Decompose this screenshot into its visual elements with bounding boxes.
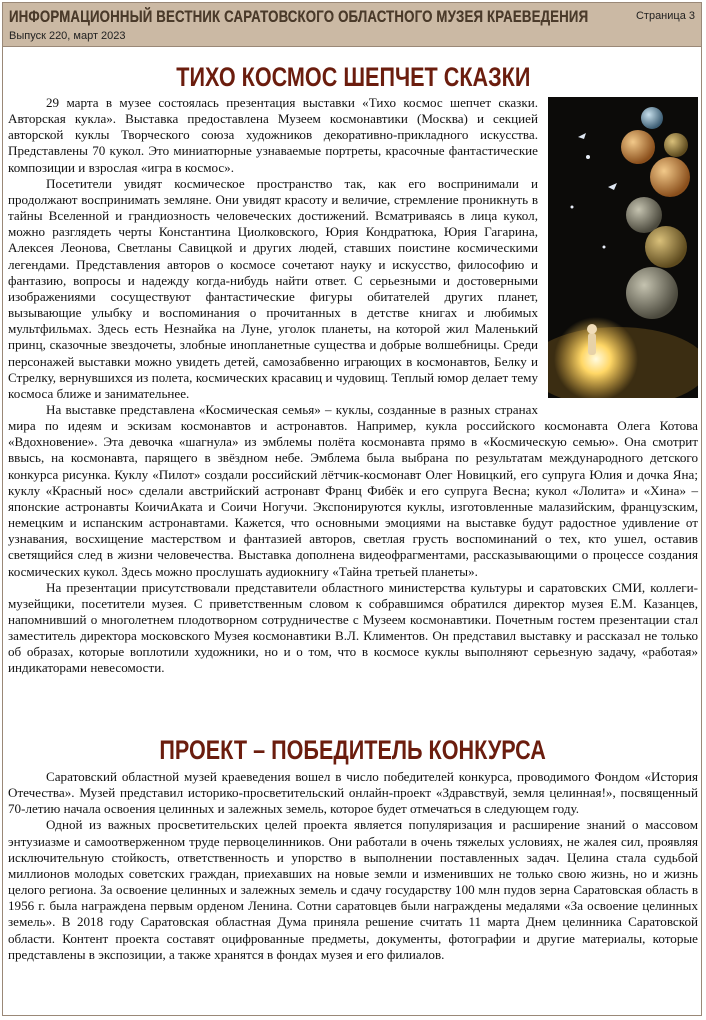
issue-number: Выпуск 220, март 2023 — [9, 30, 126, 42]
newsletter-title: ИНФОРМАЦИОННЫЙ ВЕСТНИК САРАТОВСКОГО ОБЛАСТНОГО МУЗЕЯ КРАЕВЕДЕНИЯ — [9, 7, 589, 26]
article-headline-text: ПРОЕКТ – ПОБЕДИТЕЛЬ КОНКУРСА — [159, 735, 547, 765]
brown-planet-icon — [650, 157, 690, 197]
article-body — [8, 769, 698, 963]
article-paragraph: Саратовский областной музей краеведения вошел в число победителей конкурса, проводимого Фондом «История Отечества». Музей представил историко-просветительский онлайн-проект «Здравствуй, земля целинная!», посвященный 70-летию начала освоения целинных и залежных земель, которое будет отмечаться в следующем году. — [8, 769, 698, 817]
article-paragraph: 29 марта в музее состоялась презентация выставки «Тихо космос шепчет сказки. Авторская кукла». Выставка предоставлена Музеем космонавтики (Москва) и секцией авторской куклы Творческого союза художников декоративно-прикладного искусства. Представлены 70 кукол. Это миниатюрные узнаваемые портреты, красочные фантастические композиции и взрослая «игра в космос». — [8, 95, 538, 175]
orange-planet-icon — [621, 130, 655, 164]
star-icon — [571, 206, 574, 209]
grey-planet-icon — [626, 197, 662, 233]
article-body — [8, 95, 698, 677]
article-headline — [0, 735, 706, 766]
doll-figure-icon — [588, 333, 596, 355]
planets-dolls-illustration — [548, 97, 698, 398]
green-planet-icon — [645, 226, 687, 268]
small-planet-icon — [641, 107, 663, 129]
star-icon — [603, 246, 606, 249]
gold-planet-icon — [664, 133, 688, 157]
article-headline — [0, 62, 706, 93]
large-moon-icon — [626, 267, 678, 319]
article-paragraph: Посетители увидят космическое пространство так, как его воспринимали и продолжают воспринимать земляне. Они увидят красоту и величие, стремление проникнуть в тайны Вселенной и грандиозность человеческих достижений. Всматриваясь в лица кукол, можно разглядеть черты Константина Циолковского, Юрия Кондратюка, Юрия Гагарина, Алексея Леонова, Светланы Савицкой и других людей, ставших поистине космическими легендами. Представления авторов о космосе сочетают науку и искусство, философию и фантазию, вопросы и надежду когда-нибудь найти ответ. С серьезными и достоверными изображениями сосуществуют фантастические фигуры обитателей других планет, вызывающие улыбку и воспоминания о прочитанных в детстве книгах и любимых мультфильмах. Здесь есть Незнайка на Луне, уголок планеты, на которой жил Маленький принц, сказочные звездочеты, злобные инопланетные существа и добрые волшебницы. Среди персонажей выставки можно увидеть детей, самозабвенно играющих в космонавтов, Белку и Стрелку, вернувшихся из полета, космических красавиц и чудовищ. Теплый юмор делает тему космоса ближе и занимательнее. — [8, 175, 538, 401]
article-paragraph: Одной из важных просветительских целей проекта является популяризация и расширение знаний о массовом энтузиазме и самоотверженном труде первоцелинников. Они работали в очень тяжелых условиях, не жалея сил, проявляя исключительную стойкость, ответственность и упорство в выполнении поставленных задач. Целина стала судьбой миллионов молодых советских граждан, приехавших на новые земли и изменивших не только свою жизнь, но и жизнь целого региона. За освоение целинных и залежных земель и сдачу государству 100 млн пудов зерна Саратовская область в 1956 г. была награждена первым орденом Ленина. Сотни саратовцев были награждены медалями «За освоение целинных земель». В 2018 году Саратовская областная Дума приняла решение считать 11 марта Днем целинника Саратовской области. Контент проекта составят оцифрованные предметы, документы, фотографии и другие материалы, которые представлены в экспозиции, а также хранятся в фондах музея и его филиалов. — [8, 817, 698, 962]
article-paragraph: На выставке представлена «Космическая семья» – куклы, созданные в разных странах мира по идеям и эскизам космонавтов и астронавтов. Например, кукла российского космонавта Олега Котова «Вдохновение». Эта девочка «шагнула» из эмблемы полёта космонавта прямо в «Космическую семью». Она смотрит ввысь, на космонавта, парящего в звёздном небе. Эмблема была выбрана по результатам международного детского конкурса рисунка. Куклу «Пилот» создали российский лётчик-космонавт Олег Новицкий, его супруга Юлия и дочка Яна; куклу «Красный нос» сделали австрийский астронавт Франц Фибёк и его супруга Весна; кукол «Лолита» и «Хина» – японские астронавты КоичиАката и Соичи Ногучи. Экспонируются куклы, изготовленные малазийским, французским, немецким и испанским астронавтами. Кажется, что основными эмоциями на выставке будут радостное удивление от узнавания, восхищение мастерством и фантазией авторов, светлая грусть воспоминаний о тех, кто ушел, оставив светящийся след в жизни человечества. Выставка дополнена видеофрагментами, рассказывающими о процессе создания космических кукол. Здесь можно прослушать аудиокнигу «Тайна третьей планеты». — [8, 401, 698, 579]
page-number: Страница 3 — [635, 10, 695, 22]
exhibition-photo — [548, 97, 698, 398]
article-paragraph: На презентации присутствовали представители областного министерства культуры и саратовских СМИ, коллеги-музейщики, посетители музея. С приветственным словом к собравшимся обратился директор музея Е.М. Казанцев, напомнивший о многолетнем плодотворном сотрудничестве с Музеем космонавтики. Почетным гостем презентации стал заместитель директора московского Музея космонавтики В.Л. Климентов. Он представил выставку и рассказал не только об образах, которые воплотили художники, но и о том, что в космосе куклы выполняют серьезную задачу, «работая» индикаторами невесомости. — [8, 579, 698, 676]
article-headline-text: ТИХО КОСМОС ШЕПЧЕТ СКАЗКИ — [175, 62, 531, 92]
star-icon — [586, 155, 590, 159]
doll-head-icon — [587, 324, 597, 334]
masthead — [3, 3, 701, 47]
